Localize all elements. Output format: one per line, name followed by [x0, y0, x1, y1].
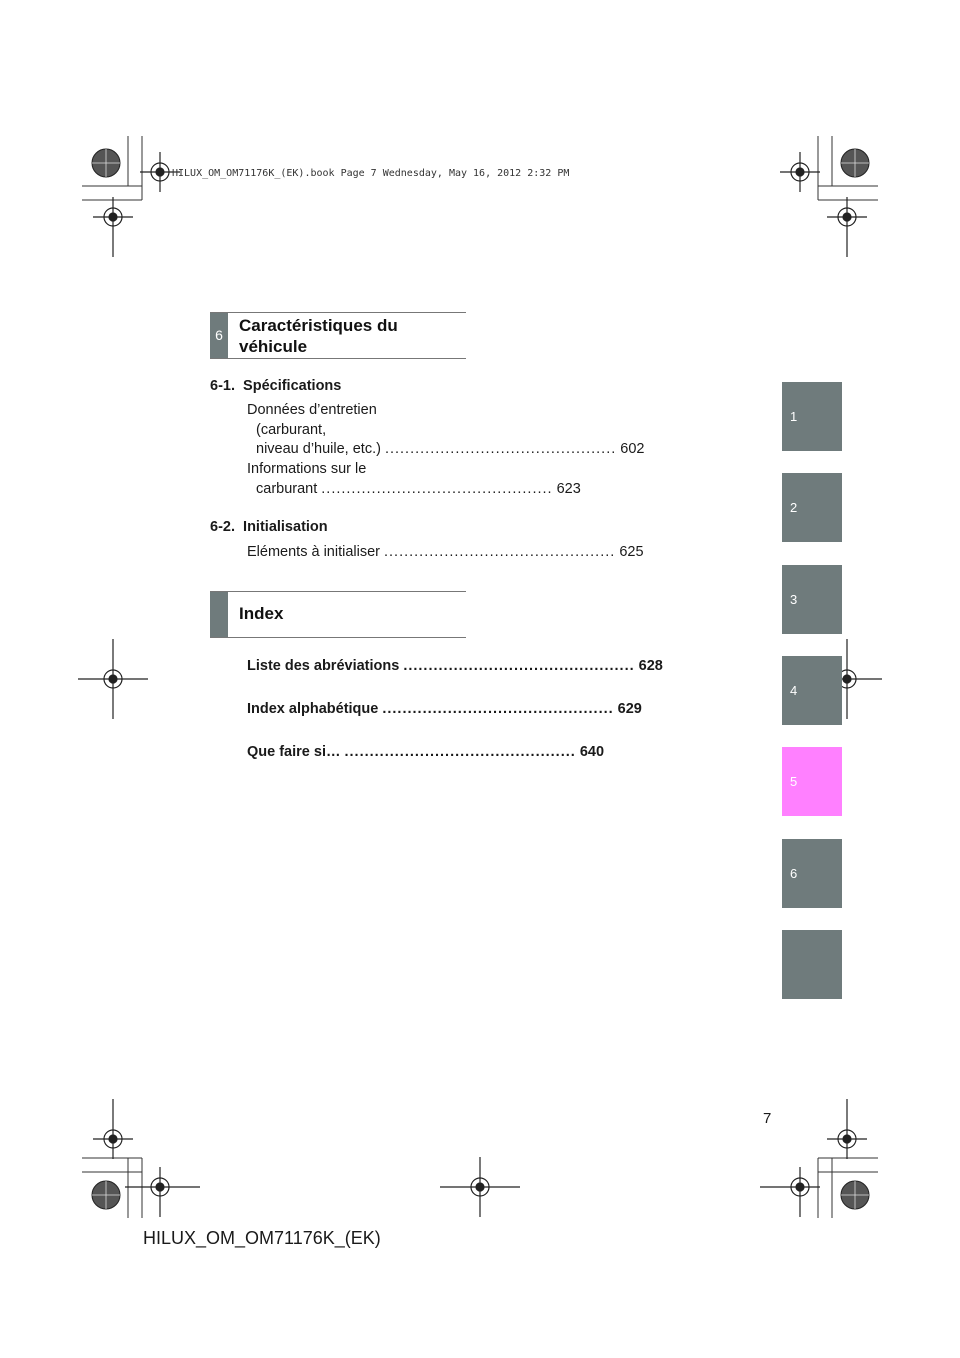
tab-label: 3	[790, 592, 798, 607]
chapter-tab-5[interactable]	[782, 747, 842, 816]
toc-entry[interactable]	[247, 700, 642, 720]
chapter-tab-index[interactable]	[782, 930, 842, 999]
entry-text: niveau d’huile, etc.)	[256, 441, 381, 457]
page-reference: 602	[620, 441, 645, 457]
tab-label: 6	[790, 866, 798, 881]
tab-label: 1	[790, 409, 798, 424]
page-reference: 640	[579, 744, 605, 760]
chapter-tab-4[interactable]	[782, 656, 842, 725]
section-title-line1: Caractéristiques du	[239, 316, 398, 335]
section-number-badge	[210, 313, 228, 358]
section-header-index	[210, 591, 466, 638]
leader-dots: ..............................................	[383, 544, 616, 560]
chapter-tab-2[interactable]	[782, 473, 842, 542]
entry-text: Données d’entretien	[247, 402, 377, 418]
leader-dots: ..............................................	[382, 701, 614, 717]
toc-entry[interactable]	[247, 743, 605, 763]
toc-entry[interactable]	[247, 460, 581, 499]
section-title: Index	[239, 604, 284, 623]
document-footer: HILUX_OM_OM71176K_(EK)	[143, 1228, 381, 1248]
tab-label: 2	[790, 500, 798, 515]
subsection-label: 6-2. Initialisation	[210, 519, 328, 535]
chapter-tab-1[interactable]	[782, 382, 842, 451]
entry-text: Liste des abréviations	[247, 658, 400, 674]
section-title	[239, 315, 398, 357]
leader-dots: ..............................................	[321, 480, 553, 497]
file-info-header: HILUX_OM_OM71176K_(EK).book Page 7 Wednesday, May 16, 2012 2:32 PM	[172, 168, 570, 179]
page-number: 7	[763, 1110, 772, 1127]
leader-dots: ..............................................	[403, 658, 635, 674]
section-number: 6	[215, 327, 223, 343]
page-reference: 628	[638, 658, 663, 674]
entry-text: carburant	[256, 480, 318, 497]
entry-text: Index alphabétique	[247, 701, 379, 717]
page-reference: 629	[617, 701, 642, 717]
leader-dots: ..............................................	[384, 441, 617, 457]
chapter-tab-3[interactable]	[782, 565, 842, 634]
leader-dots: ..............................................	[344, 744, 576, 760]
page-reference: 623	[556, 480, 581, 497]
subsection-label: 6-1. Spécifications	[210, 378, 342, 394]
toc-entry[interactable]	[247, 657, 663, 677]
page-reference: 625	[619, 544, 644, 560]
tab-label: 4	[790, 683, 798, 698]
entry-text: (carburant,	[256, 421, 327, 438]
entry-text: Que faire si…	[247, 744, 341, 760]
section-number-badge	[210, 592, 228, 637]
entry-text: Informations sur le	[247, 461, 367, 477]
tab-label: 5	[790, 774, 798, 789]
section-header-6	[210, 312, 466, 359]
chapter-tab-6[interactable]	[782, 839, 842, 908]
toc-entry[interactable]	[247, 401, 645, 460]
toc-entry[interactable]	[247, 543, 644, 563]
section-title-line2: véhicule	[239, 337, 308, 356]
entry-text: Eléments à initialiser	[247, 544, 380, 560]
